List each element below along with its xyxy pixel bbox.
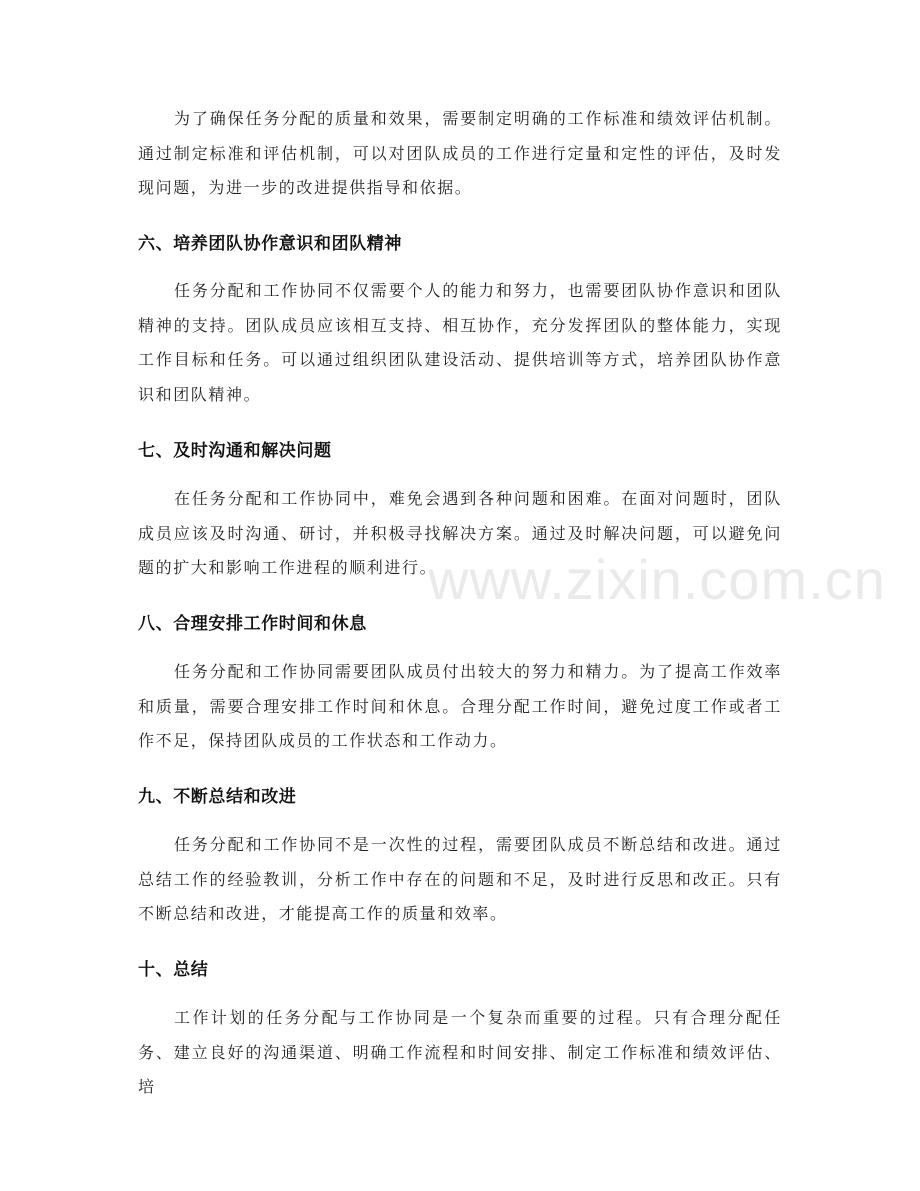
heading-section-6: 六、培养团队协作意识和团队精神 xyxy=(138,234,402,254)
heading-section-10: 十、总结 xyxy=(138,960,209,980)
paragraph-work-time: 任务分配和工作协同需要团队成员付出较大的努力和精力。为了提高工作效率和质量，需要合理安排工作时间和休息。合理分配工作时间，避免过度工作或者工作不足，保持团队成员的工作状态和工作动力。 xyxy=(138,662,782,750)
heading-section-7: 七、及时沟通和解决问题 xyxy=(138,441,332,461)
paragraph-standards: 为了确保任务分配的质量和效果，需要制定明确的工作标准和绩效评估机制。通过制定标准和评估机制，可以对团队成员的工作进行定量和定性的评估，及时发现问题，为进一步的改进提供指导和依据。 xyxy=(138,109,782,197)
paragraph-team-spirit: 任务分配和工作协同不仅需要个人的能力和努力，也需要团队协作意识和团队精神的支持。团队成员应该相互支持、相互协作，充分发挥团队的整体能力，实现工作目标和任务。可以通过组织团队建设活动、提供培训等方式，培养团队协作意识和团队精神。 xyxy=(138,281,782,404)
heading-section-8: 八、合理安排工作时间和休息 xyxy=(138,614,367,634)
heading-section-9: 九、不断总结和改进 xyxy=(138,787,297,807)
site-watermark: www.zixin.com.cn xyxy=(428,548,886,611)
paragraph-communication: 在任务分配和工作协同中，难免会遇到各种问题和困难。在面对问题时，团队成员应该及时沟通、研讨，并积极寻找解决方案。通过及时解决问题，可以避免问题的扩大和影响工作进程的顺利进行。 xyxy=(138,489,782,577)
paragraph-summary: 工作计划的任务分配与工作协同是一个复杂而重要的过程。只有合理分配任务、建立良好的沟通渠道、明确工作流程和时间安排、制定工作标准和绩效评估、培 xyxy=(138,1008,782,1096)
paragraph-improvement: 任务分配和工作协同不是一次性的过程，需要团队成员不断总结和改进。通过总结工作的经验教训，分析工作中存在的问题和不足，及时进行反思和改正。只有不断总结和改进，才能提高工作的质量和效率。 xyxy=(138,835,782,923)
